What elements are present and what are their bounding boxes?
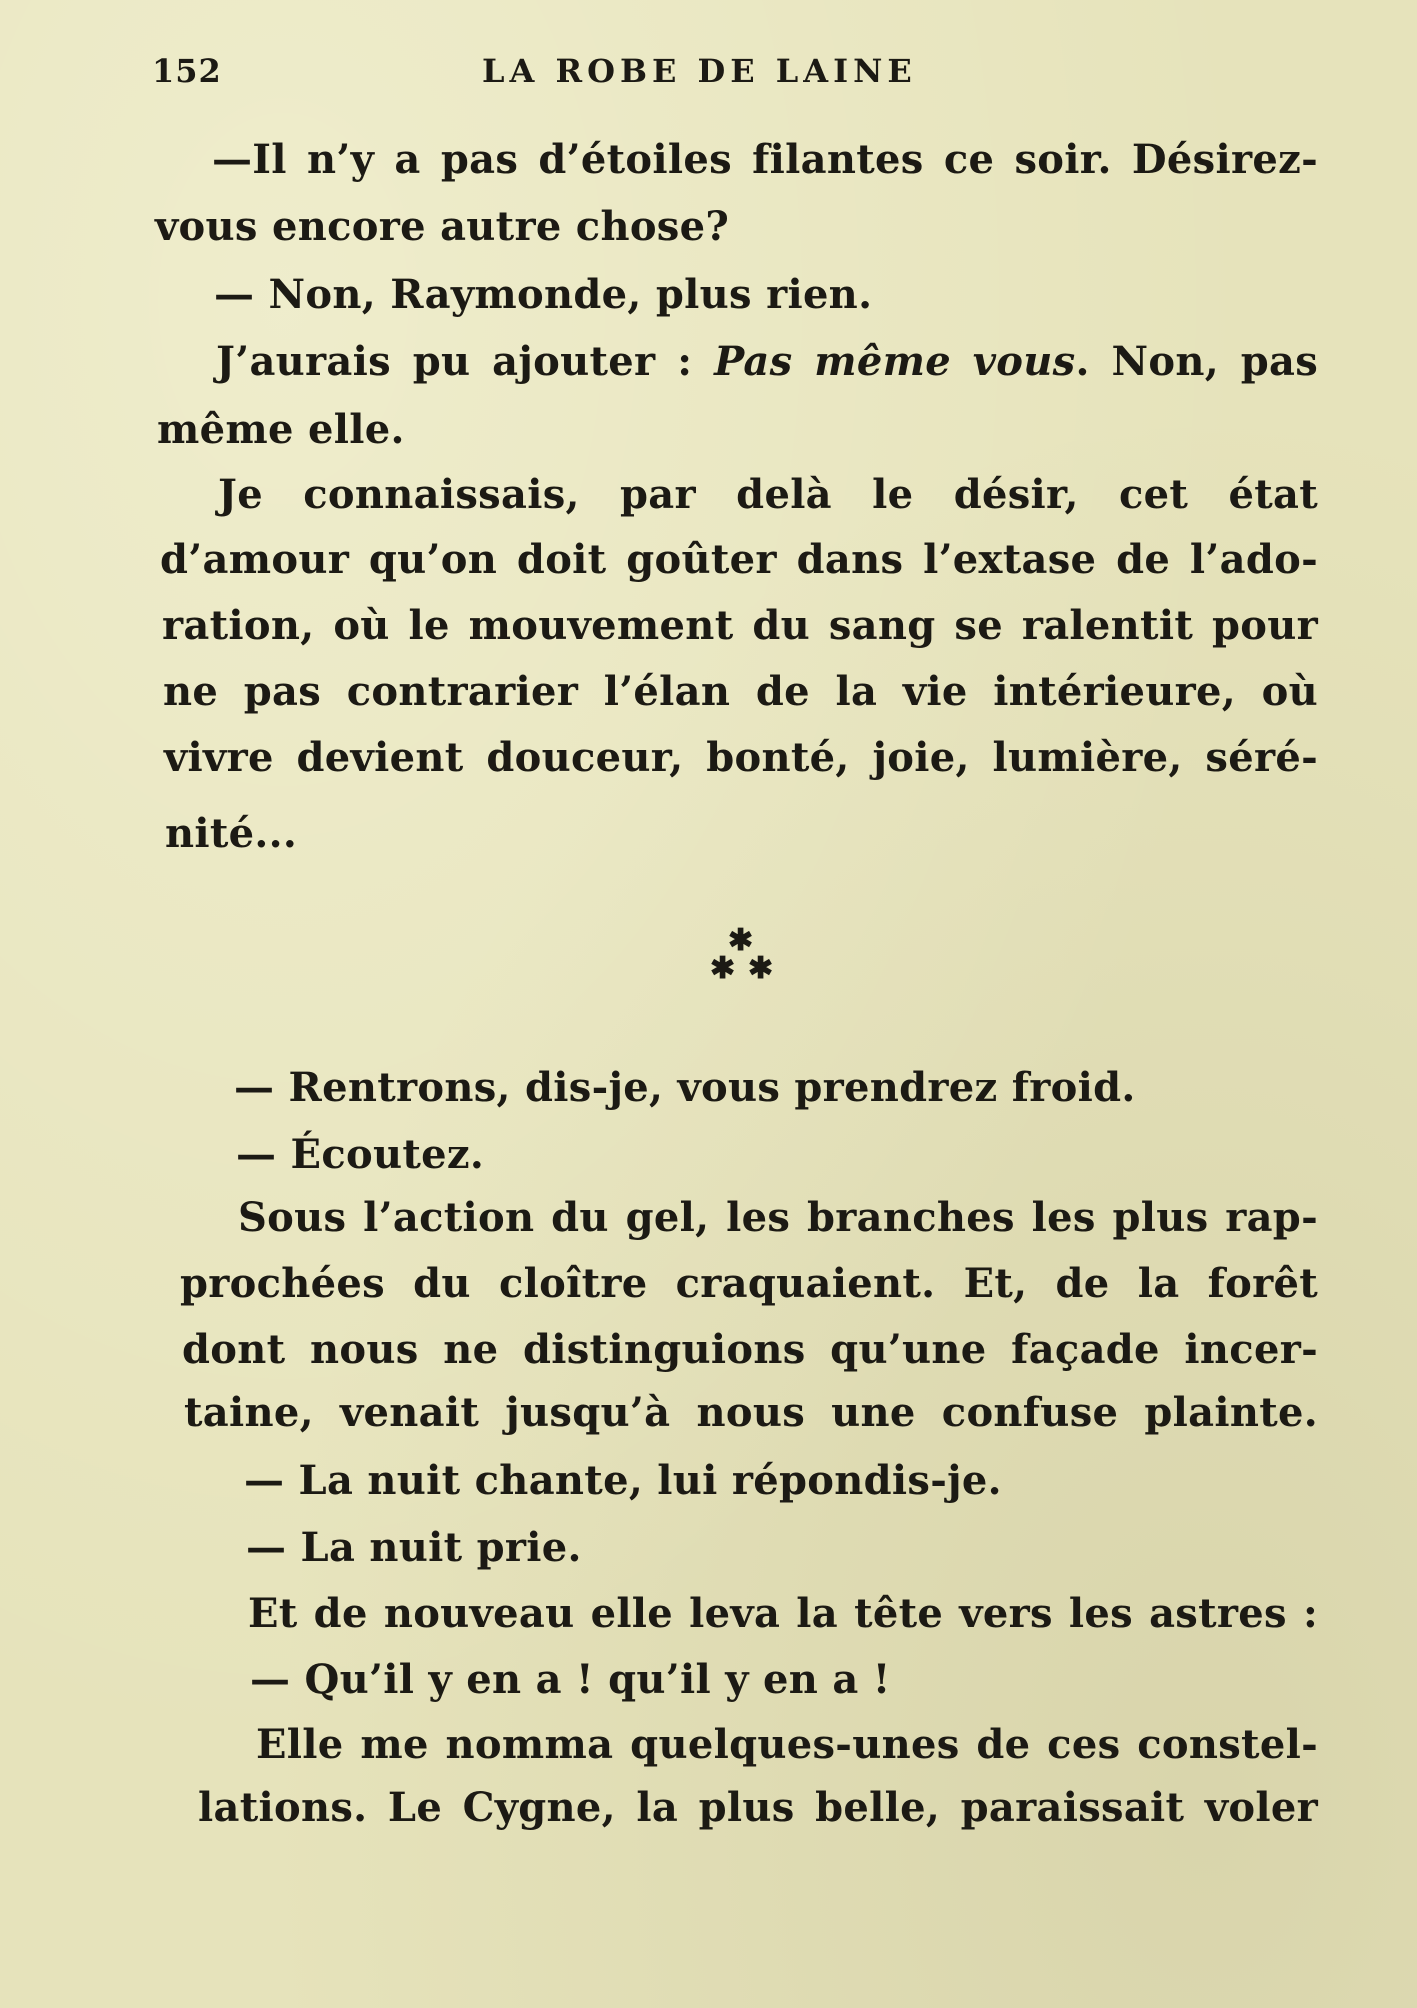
text-line: vous encore autre chose? bbox=[155, 203, 730, 250]
text-line: Et de nouveau elle leva la tête vers les astres : bbox=[248, 1590, 1319, 1637]
text-line: nité... bbox=[165, 810, 298, 857]
asterism-star: ✱ bbox=[748, 951, 774, 986]
text-line: — Qu’il y en a ! qu’il y en a ! bbox=[250, 1656, 891, 1703]
text-line: — Non, Raymonde, plus rien. bbox=[214, 271, 873, 318]
running-title: LA ROBE DE LAINE bbox=[482, 52, 917, 90]
text-line: — La nuit chante, lui répondis-je. bbox=[244, 1457, 1002, 1504]
text-fragment: . Non, pas bbox=[1075, 338, 1319, 385]
text-line: — La nuit prie. bbox=[246, 1524, 582, 1571]
page-number: 152 bbox=[152, 52, 222, 90]
text-line: vivre devient douceur, bonté, joie, lumière, séré- bbox=[164, 734, 1319, 781]
section-break-ornament bbox=[700, 920, 790, 990]
text-line: d’amour qu’on doit goûter dans l’extase de l’ado- bbox=[160, 536, 1318, 583]
text-line: Sous l’action du gel, les branches les plus rap- bbox=[238, 1194, 1318, 1241]
text-line: prochées du cloître craquaient. Et, de la forêt bbox=[180, 1260, 1318, 1307]
text-line: — Rentrons, dis-je, vous prendrez froid. bbox=[234, 1064, 1136, 1111]
text-fragment: J’aurais pu ajouter : bbox=[216, 338, 715, 385]
text-line: ration, où le mouvement du sang se ralentit pour bbox=[162, 602, 1318, 649]
asterism-star: ✱ bbox=[710, 951, 736, 986]
italic-phrase: Pas même vous bbox=[714, 338, 1076, 385]
text-line: taine, venait jusqu’à nous une confuse plainte. bbox=[184, 1389, 1318, 1436]
text-line: —Il n’y a pas d’étoiles filantes ce soir. Désirez- bbox=[212, 136, 1319, 183]
text-line-with-italic bbox=[216, 338, 1319, 385]
text-line: lations. Le Cygne, la plus belle, paraissait voler bbox=[198, 1784, 1318, 1831]
text-line: Elle me nomma quelques-unes de ces constel- bbox=[256, 1721, 1318, 1768]
text-line: dont nous ne distinguions qu’une façade incer- bbox=[182, 1326, 1318, 1373]
asterism-star: ✱ bbox=[728, 923, 754, 958]
text-line: ne pas contrarier l’élan de la vie intérieure, où bbox=[163, 668, 1319, 715]
text-line: même elle. bbox=[157, 406, 405, 453]
text-line: — Écoutez. bbox=[236, 1131, 485, 1178]
page-header bbox=[152, 52, 1312, 102]
text-line: Je connaissais, par delà le désir, cet état bbox=[218, 471, 1318, 518]
